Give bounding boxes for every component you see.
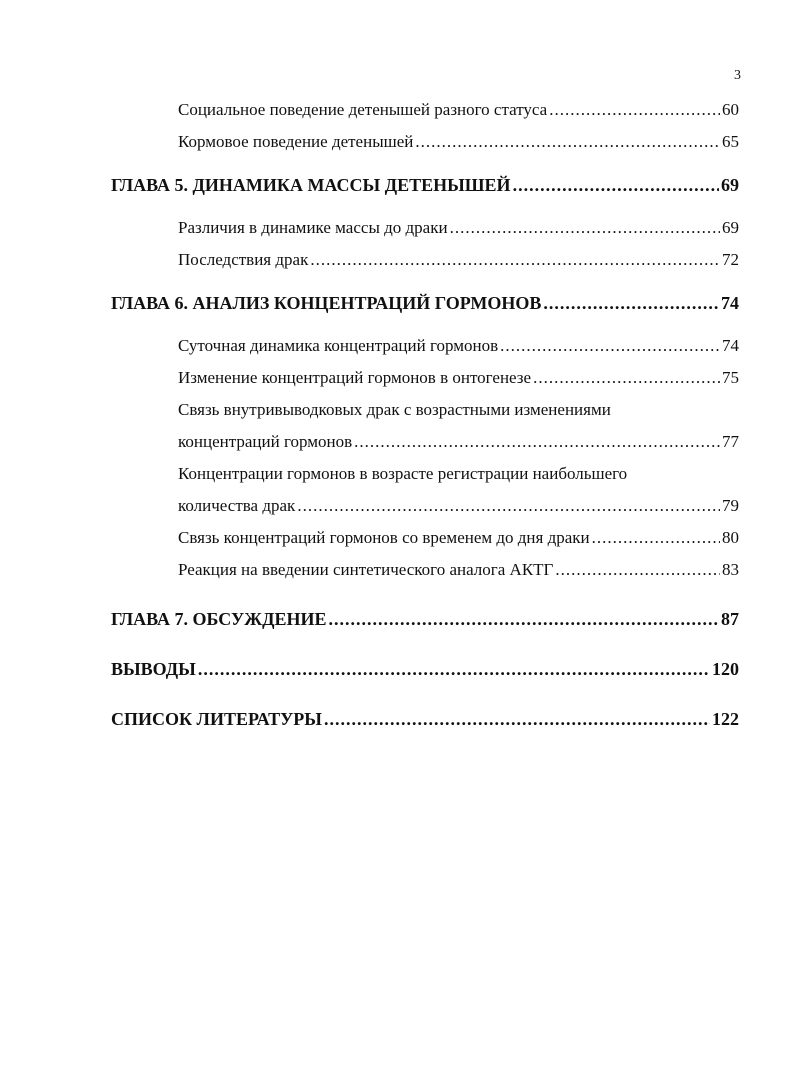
page-number: 3 [734, 68, 741, 83]
toc-entry-fights-age-line1[interactable]: Связь внутривыводковых драк с возрастными изменениями [178, 400, 611, 419]
toc-entry-title: Социальное поведение детенышей разного статуса [178, 100, 548, 119]
toc-entry-title: Кормовое поведение детенышей [178, 132, 414, 151]
toc-entry-page: 83 [722, 560, 739, 579]
toc-chapter-title: ГЛАВА 7. ОБСУЖДЕНИЕ [111, 609, 327, 629]
dot-leader [198, 654, 710, 684]
toc-references[interactable] [111, 704, 739, 734]
toc-entry-max-fights-line2[interactable] [111, 490, 739, 522]
toc-entry-social-behavior[interactable] [111, 94, 739, 126]
dot-leader [324, 704, 710, 734]
toc-chapter-title: ГЛАВА 5. ДИНАМИКА МАССЫ ДЕТЕНЫШЕЙ [111, 175, 511, 195]
toc-entry-page: 75 [722, 368, 739, 387]
toc-entry-mass-dynamics[interactable] [111, 212, 739, 244]
toc-chapter-5[interactable] [111, 170, 739, 200]
dot-leader [450, 212, 720, 244]
toc-entry-title: количества драк [178, 496, 296, 515]
dot-leader [543, 288, 719, 318]
toc-entry-page: 65 [722, 132, 739, 151]
toc-entry-fight-consequences[interactable] [111, 244, 739, 276]
dot-leader [297, 490, 720, 522]
toc-entry-feeding-behavior[interactable] [111, 126, 739, 158]
toc-entry-page: 74 [722, 336, 739, 355]
toc-chapter-title: ВЫВОДЫ [111, 659, 196, 679]
toc-entry-time-to-fight[interactable] [111, 522, 739, 554]
dot-leader [555, 554, 720, 586]
toc-entry-title: Связь концентраций гормонов со временем до дня драки [178, 528, 590, 547]
dot-leader [500, 330, 720, 362]
dot-leader [592, 522, 720, 554]
toc-chapter-page: 120 [712, 659, 739, 679]
toc-chapter-page: 69 [721, 175, 739, 195]
toc-entry-max-fights-line1[interactable]: Концентрации гормонов в возрасте регистрации наибольшего [178, 464, 628, 483]
dot-leader [549, 94, 720, 126]
toc-entry-title: Последствия драк [178, 250, 309, 269]
dot-leader [513, 170, 719, 200]
toc-entry-page: 72 [722, 250, 739, 269]
toc-entry-daily-hormone-dynamics[interactable] [111, 330, 739, 362]
dot-leader [328, 604, 719, 634]
dot-leader [310, 244, 720, 276]
toc-entry-fights-age-line2[interactable] [111, 426, 739, 458]
toc-entry-ontogenesis[interactable] [111, 362, 739, 394]
toc-chapter-page: 74 [721, 293, 739, 313]
dot-leader [533, 362, 720, 394]
toc-entry-title: Изменение концентраций гормонов в онтогенезе [178, 368, 532, 387]
toc-entry-page: 69 [722, 218, 739, 237]
toc-chapter-page: 122 [712, 709, 739, 729]
toc-chapter-7[interactable] [111, 604, 739, 634]
toc-entry-title: концентраций гормонов [178, 432, 353, 451]
toc-entry-title: Реакция на введении синтетического аналога АКТГ [178, 560, 554, 579]
toc-conclusions[interactable] [111, 654, 739, 684]
toc-chapter-title: СПИСОК ЛИТЕРАТУРЫ [111, 709, 322, 729]
toc-entry-page: 60 [722, 100, 739, 119]
toc-entry-title: Суточная динамика концентраций гормонов [178, 336, 499, 355]
toc-entry-acth-reaction[interactable] [111, 554, 739, 586]
dot-leader [354, 426, 720, 458]
table-of-contents [111, 94, 739, 734]
toc-chapter-title: ГЛАВА 6. АНАЛИЗ КОНЦЕНТРАЦИЙ ГОРМОНОВ [111, 293, 542, 313]
toc-entry-title: Различия в динамике массы до драки [178, 218, 448, 237]
toc-entry-page: 79 [722, 496, 739, 515]
toc-chapter-page: 87 [721, 609, 739, 629]
toc-chapter-6[interactable] [111, 288, 739, 318]
toc-entry-page: 80 [722, 528, 739, 547]
toc-entry-page: 77 [722, 432, 739, 451]
dot-leader [415, 126, 720, 158]
